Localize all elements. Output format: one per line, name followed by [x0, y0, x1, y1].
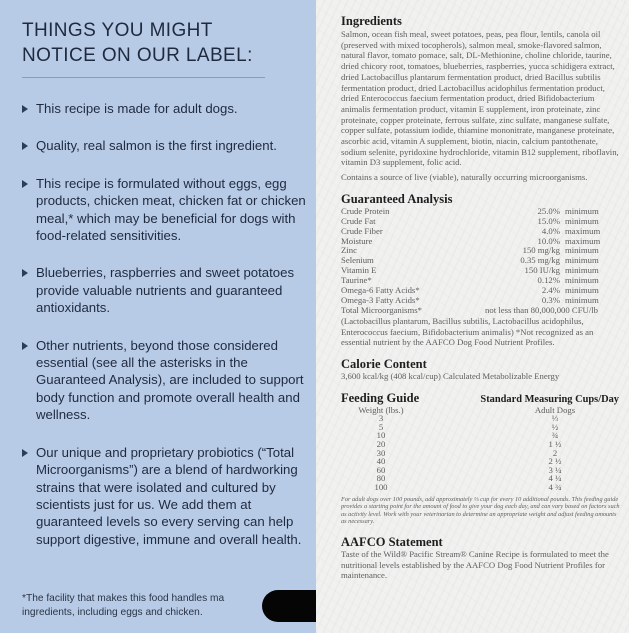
analysis-amount: not less than 80,000,000 CFU/lb: [485, 304, 598, 315]
analysis-nutrient: Total Microorganisms*: [341, 304, 423, 315]
analysis-row: [341, 207, 603, 217]
analysis-unit: minimum: [565, 285, 599, 296]
feeding-cups: 2 ½: [548, 456, 562, 467]
highlight-item: [22, 264, 312, 316]
triangle-bullet-icon: [22, 342, 28, 350]
analysis-unit: minimum: [565, 275, 599, 286]
analysis-row: [341, 256, 603, 266]
feeding-guide-subheading: Standard Measuring Cups/Day: [480, 393, 619, 405]
feeding-guide-heading: Feeding Guide: [341, 390, 420, 405]
ingredients-text: Salmon, ocean fish meal, sweet potatoes, peas, pea flour, lentils, canola oil (preserved with mixed tocopherols), salmon meal, smoke-flavored salmon, natural flavor, tomato pomace, salt, DL-Methionine, choline chloride, taurine, dried chicory root, tomatoes, blueberries, raspberries, yucca schidigera extract, dried Lactobacillus plantarum fermentation product, dried Bacillus subtilis fermentation product, dried Lactobacillus acidophilus fermentation product, dried Enterococcus faecium fermentation product, dried Bifidobacterium animalis fermentation product, vitamin E supplement, iron proteinate, zinc proteinate, copper proteinate, ferrous sulfate, zinc sulfate, manganese sulfate, copper sulfate, potassium iodide, thiamine mononitrate, manganese proteinate, ascorbic acid, vitamin A supplement, biotin, niacin, calcium pantothenate, sodium selenite, pyridoxine hydrochloride, vitamin B12 supplement, riboflavin, vitamin D3 supplement, folic acid.: [341, 29, 619, 168]
analysis-row: [341, 237, 603, 247]
analysis-nutrient: Zinc: [341, 245, 357, 256]
feeding-weight: 5: [378, 421, 384, 432]
label-content: [341, 14, 621, 581]
weight-column-header: Weight (lbs.): [358, 404, 404, 415]
aafco-statement-heading: AAFCO Statement: [341, 534, 443, 549]
analysis-nutrient: Vitamin E: [341, 265, 377, 276]
feeding-weight: 60: [376, 464, 386, 475]
analysis-unit: minimum: [565, 205, 599, 216]
calorie-content-heading: Calorie Content: [341, 356, 427, 371]
analysis-nutrient: Taurine*: [341, 275, 372, 286]
feeding-weight: 30: [376, 447, 386, 458]
feeding-cups: 4 ¾: [548, 481, 562, 492]
analysis-amount: 0.12%: [537, 275, 560, 286]
feeding-cups: ⅓: [551, 413, 559, 424]
feeding-weight: 10: [376, 430, 386, 441]
analysis-nutrient: Crude Protein: [341, 205, 390, 216]
analysis-amount: 25.0%: [537, 205, 560, 216]
feeding-row: [341, 483, 599, 492]
analysis-nutrient: Moisture: [341, 235, 373, 246]
analysis-amount: 10.0%: [537, 235, 560, 246]
feeding-cups: 1 ½: [548, 439, 562, 449]
analysis-amount: 2.4%: [541, 285, 560, 296]
triangle-bullet-icon: [22, 142, 28, 150]
analysis-nutrient: Crude Fat: [341, 215, 376, 226]
feeding-guide-note: For adult dogs over 100 pounds, add approximately ⅓ cup for every 10 additional pounds. This feeding guide provides a starting point for the amount of food to give your dog each day, and can vary based on factors such as activity level. Work with your veterinarian to determine an appropriate weight and adjust feeding amounts as necessary.: [341, 495, 620, 526]
guaranteed-analysis-table: [341, 207, 603, 316]
panel-title-line-2: NOTICE ON OUR LABEL:: [22, 45, 253, 66]
highlight-item: [22, 100, 312, 117]
highlight-text: Our unique and proprietary probiotics (“Total Microorganisms”) are a blend of hardworking strains that were isolated and cultured by scientists just for us. We add them at guaranteed levels so every serving can help support digestive, immune and overall health.: [36, 444, 302, 547]
adult-dogs-column-header: Adult Dogs: [534, 404, 576, 415]
analysis-row: [341, 266, 603, 276]
triangle-bullet-icon: [22, 180, 28, 188]
analysis-amount: 150 mg/kg: [522, 245, 560, 256]
feeding-weight: 80: [376, 473, 386, 484]
probiotic-note: Contains a source of live (viable), naturally occurring microorganisms.: [341, 172, 588, 183]
feeding-cups: 2: [552, 447, 558, 458]
analysis-nutrient: Selenium: [341, 255, 374, 266]
analysis-row: [341, 246, 603, 256]
calorie-content-text: 3,600 kcal/kg (408 kcal/cup) Calculated Metabolizable Energy: [341, 370, 560, 381]
analysis-unit: maximum: [565, 225, 601, 236]
triangle-bullet-icon: [22, 449, 28, 457]
highlight-item: [22, 137, 312, 154]
aafco-statement-text: Taste of the Wild® Pacific Stream® Canine Recipe is formulated to meet the nutritional levels established by the AAFCO Dog Food Nutrient Profiles for maintenance.: [341, 548, 609, 581]
feeding-cups: ½: [551, 421, 559, 432]
triangle-bullet-icon: [22, 269, 28, 277]
highlight-item: [22, 175, 312, 245]
feeding-weight: 40: [376, 456, 386, 467]
highlights-list: [22, 100, 312, 568]
feeding-weight: 100: [374, 481, 388, 492]
triangle-bullet-icon: [22, 105, 28, 113]
analysis-row: [341, 306, 603, 316]
analysis-amount: 4.0%: [541, 225, 560, 236]
panel-title: [22, 18, 302, 68]
guaranteed-analysis-heading: Guaranteed Analysis: [341, 191, 453, 206]
analysis-nutrient: Crude Fiber: [341, 225, 383, 236]
feeding-cups: ¾: [551, 430, 559, 441]
feeding-guide-table: [341, 406, 599, 492]
analysis-unit: maximum: [565, 235, 601, 246]
highlight-text: This recipe is made for adult dogs.: [36, 101, 238, 116]
highlight-text: Blueberries, raspberries and sweet potatoes provide valuable nutrients and guaranteed antioxidants.: [36, 265, 295, 316]
product-label-panel: [316, 0, 629, 633]
analysis-row: [341, 227, 603, 237]
analysis-amount: 150 IU/kg: [524, 265, 560, 276]
analysis-unit: minimum: [565, 295, 599, 305]
feeding-weight: 20: [376, 439, 386, 449]
analysis-amount: 0.3%: [541, 295, 560, 305]
title-divider: [22, 77, 265, 78]
feeding-weight: 3: [378, 413, 384, 424]
analysis-unit: minimum: [565, 255, 599, 266]
ingredients-heading: Ingredients: [341, 14, 402, 28]
analysis-amount: 0.35 mg/kg: [520, 255, 560, 266]
facility-footnote: *The facility that makes this food handles ma ingredients, including eggs and chicken.: [22, 593, 225, 618]
highlight-text: Other nutrients, beyond those considered essential (see all the asterisks in the Guaranteed Analysis), are included to support body function and promote overall health and wellness.: [36, 337, 304, 423]
analysis-unit: minimum: [565, 215, 599, 226]
analysis-amount: 15.0%: [537, 215, 560, 226]
feeding-cups: 4 ¼: [548, 473, 562, 484]
feeding-guide-header: [341, 391, 619, 405]
highlight-text: This recipe is formulated without eggs, egg products, chicken meat, chicken fat or chicken meal,* which may be beneficial for dogs with food-related sensitivities.: [36, 175, 306, 244]
panel-title-line-1: THINGS YOU MIGHT: [22, 20, 213, 41]
feeding-cups: 3 ¼: [548, 464, 562, 475]
analysis-unit: minimum: [565, 265, 599, 276]
analysis-unit: minimum: [565, 245, 599, 256]
highlight-text: Quality, real salmon is the first ingredient.: [36, 138, 277, 154]
highlight-item: [22, 444, 312, 548]
highlight-item: [22, 337, 312, 424]
analysis-nutrient: Omega-6 Fatty Acids*: [341, 285, 420, 296]
analysis-nutrient: Omega-3 Fatty Acids*: [341, 295, 420, 305]
guaranteed-analysis-note: (Lactobacillus plantarum, Bacillus subtilis, Lactobacillus acidophilus, Enterococcus faecium, Bifidobacterium animalis) *Not recognized as an essential nutrient by the AAFCO Dog Food Nutrient Profiles.: [341, 315, 594, 348]
